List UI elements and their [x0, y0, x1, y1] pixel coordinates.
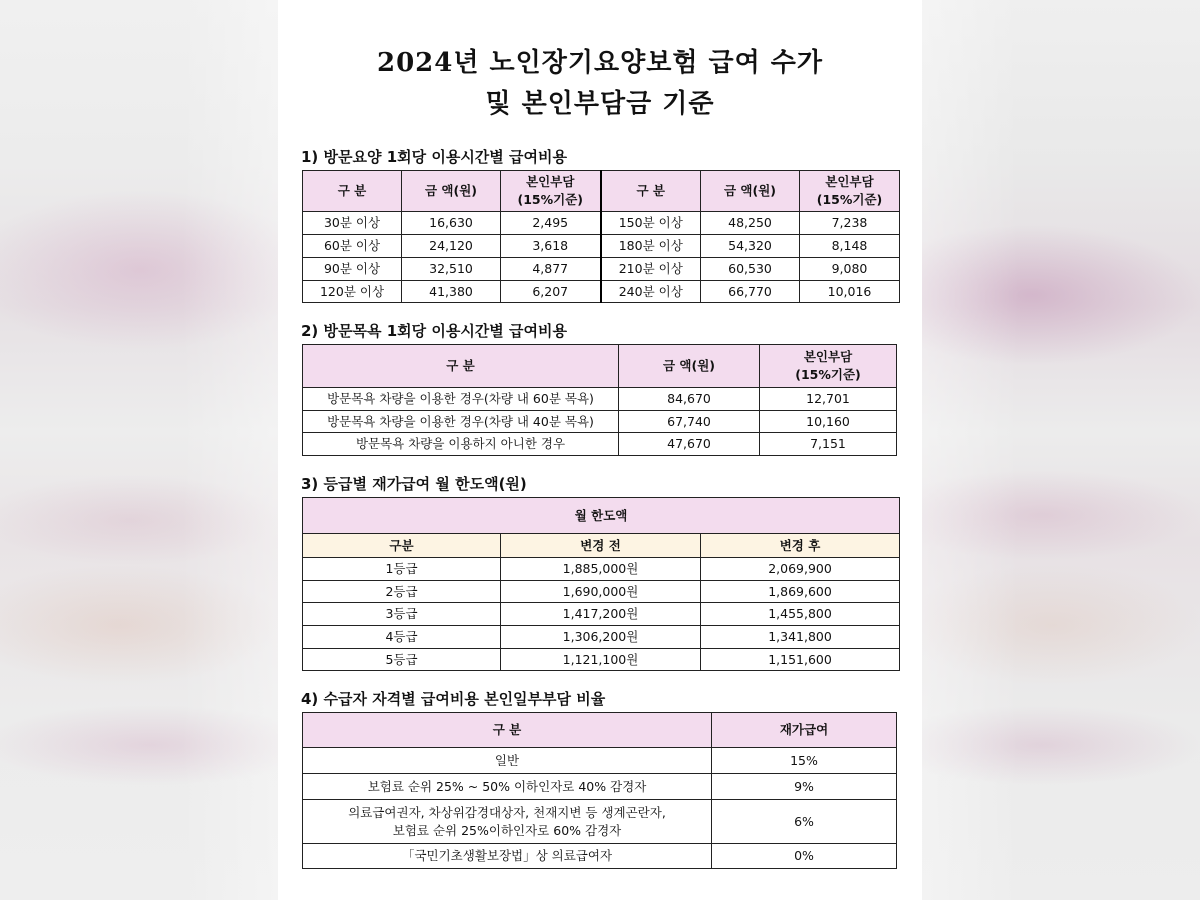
copay-rate-table	[302, 712, 897, 869]
copay-cell: 12,701	[760, 388, 897, 411]
table-row	[303, 626, 900, 649]
monthly-limit-caption: 월 한도액	[303, 498, 900, 534]
duration-cell: 60분 이상	[303, 235, 402, 258]
copay-cell: 2,495	[501, 212, 601, 235]
duration-cell: 180분 이상	[601, 235, 701, 258]
header-amount: 금 액(원)	[701, 171, 800, 212]
header-amount: 금 액(원)	[402, 171, 501, 212]
header-category: 구 분	[303, 345, 619, 388]
table-row	[303, 258, 900, 281]
eligibility-cell	[303, 844, 712, 869]
table-row	[303, 649, 900, 671]
header-copay	[800, 171, 900, 212]
amount-cell: 54,320	[701, 235, 800, 258]
table-row	[303, 800, 897, 844]
header-copay-line-2: (15%기준)	[517, 192, 583, 207]
header-copay-line-1: 본인부담	[825, 174, 874, 189]
table-row	[303, 844, 897, 869]
eligibility-line: 일반	[494, 752, 520, 768]
eligibility-cell	[303, 748, 712, 774]
grade-cell: 5등급	[303, 649, 501, 671]
blurred-background-left	[0, 0, 278, 900]
visit-bath-fee-table	[302, 344, 897, 456]
header-category: 구 분	[303, 713, 712, 748]
table-header-row	[303, 345, 897, 388]
header-copay-line-2: (15%기준)	[795, 367, 861, 382]
copay-cell: 8,148	[800, 235, 900, 258]
table-row	[303, 558, 900, 581]
after-cell: 1,151,600	[701, 649, 900, 671]
amount-cell: 84,670	[619, 388, 760, 411]
service-cell: 방문목욕 차량을 이용한 경우(차량 내 60분 목욕)	[303, 388, 619, 411]
rate-cell: 9%	[712, 774, 897, 800]
title-line-1: 2024년 노인장기요양보험 급여 수가	[376, 48, 824, 78]
copay-cell: 3,618	[501, 235, 601, 258]
table-header-row	[303, 713, 897, 748]
after-cell: 1,341,800	[701, 626, 900, 649]
amount-cell: 47,670	[619, 433, 760, 456]
section-3-heading: 3) 등급별 재가급여 월 한도액(원)	[301, 475, 527, 493]
header-copay-line-1: 본인부담	[526, 174, 575, 189]
amount-cell: 32,510	[402, 258, 501, 281]
table-row	[303, 603, 900, 626]
table-row	[303, 281, 900, 303]
amount-cell: 16,630	[402, 212, 501, 235]
after-cell: 1,869,600	[701, 581, 900, 603]
rate-cell: 6%	[712, 800, 897, 844]
header-grade: 구분	[303, 534, 501, 558]
copay-cell: 4,877	[501, 258, 601, 281]
table-row	[303, 212, 900, 235]
amount-cell: 41,380	[402, 281, 501, 303]
duration-cell: 120분 이상	[303, 281, 402, 303]
before-cell: 1,690,000원	[501, 581, 701, 603]
copay-cell: 7,151	[760, 433, 897, 456]
amount-cell: 48,250	[701, 212, 800, 235]
table-row	[303, 748, 897, 774]
eligibility-cell	[303, 800, 712, 844]
header-copay	[501, 171, 601, 212]
after-cell: 1,455,800	[701, 603, 900, 626]
table-row	[303, 581, 900, 603]
copay-cell: 10,160	[760, 411, 897, 433]
visit-care-fee-table	[302, 170, 900, 303]
before-cell: 1,885,000원	[501, 558, 701, 581]
duration-cell: 90분 이상	[303, 258, 402, 281]
before-cell: 1,417,200원	[501, 603, 701, 626]
table-caption-row	[303, 498, 900, 534]
rate-cell: 0%	[712, 844, 897, 869]
rate-cell: 15%	[712, 748, 897, 774]
header-before: 변경 전	[501, 534, 701, 558]
header-after: 변경 후	[701, 534, 900, 558]
header-category: 구 분	[303, 171, 402, 212]
duration-cell: 240분 이상	[601, 281, 701, 303]
title-line-2: 및 본인부담금 기준	[485, 89, 715, 119]
header-category: 구 분	[601, 171, 701, 212]
table-row	[303, 388, 897, 411]
eligibility-line: 보험료 순위 25% ~ 50% 이하인자로 40% 감경자	[367, 778, 647, 794]
copay-cell: 6,207	[501, 281, 601, 303]
before-cell: 1,121,100원	[501, 649, 701, 671]
grade-cell: 2등급	[303, 581, 501, 603]
grade-cell: 3등급	[303, 603, 501, 626]
duration-cell: 150분 이상	[601, 212, 701, 235]
amount-cell: 60,530	[701, 258, 800, 281]
service-cell: 방문목욕 차량을 이용하지 아니한 경우	[303, 433, 619, 456]
eligibility-line: 보험료 순위 25%이하인자로 60% 감경자	[392, 822, 622, 838]
table-row	[303, 235, 900, 258]
header-amount: 금 액(원)	[619, 345, 760, 388]
header-home-care: 재가급여	[712, 713, 897, 748]
table-header-row	[303, 171, 900, 212]
table-header-row	[303, 534, 900, 558]
blurred-background-right	[922, 0, 1200, 900]
grade-cell: 1등급	[303, 558, 501, 581]
table-row	[303, 774, 897, 800]
copay-cell: 10,016	[800, 281, 900, 303]
amount-cell: 67,740	[619, 411, 760, 433]
eligibility-line: 의료급여권자, 차상위감경대상자, 천재지변 등 생계곤란자,	[348, 804, 666, 820]
before-cell: 1,306,200원	[501, 626, 701, 649]
duration-cell: 30분 이상	[303, 212, 402, 235]
section-2-heading: 2) 방문목욕 1회당 이용시간별 급여비용	[301, 322, 567, 340]
monthly-limit-table	[302, 497, 900, 671]
grade-cell: 4등급	[303, 626, 501, 649]
document-title	[278, 43, 922, 125]
copay-cell: 9,080	[800, 258, 900, 281]
duration-cell: 210분 이상	[601, 258, 701, 281]
amount-cell: 24,120	[402, 235, 501, 258]
header-copay-line-1: 본인부담	[803, 349, 853, 364]
table-row	[303, 433, 897, 456]
header-copay-line-2: (15%기준)	[816, 192, 883, 207]
section-1-heading: 1) 방문요양 1회당 이용시간별 급여비용	[301, 148, 567, 166]
amount-cell: 66,770	[701, 281, 800, 303]
after-cell: 2,069,900	[701, 558, 900, 581]
copay-cell: 7,238	[800, 212, 900, 235]
section-4-heading: 4) 수급자 자격별 급여비용 본인일부부담 비율	[301, 690, 606, 708]
eligibility-cell	[303, 774, 712, 800]
table-row	[303, 411, 897, 433]
service-cell: 방문목욕 차량을 이용한 경우(차량 내 40분 목욕)	[303, 411, 619, 433]
eligibility-line: 「국민기초생활보장법」상 의료급여자	[401, 848, 613, 863]
header-copay	[760, 345, 897, 388]
